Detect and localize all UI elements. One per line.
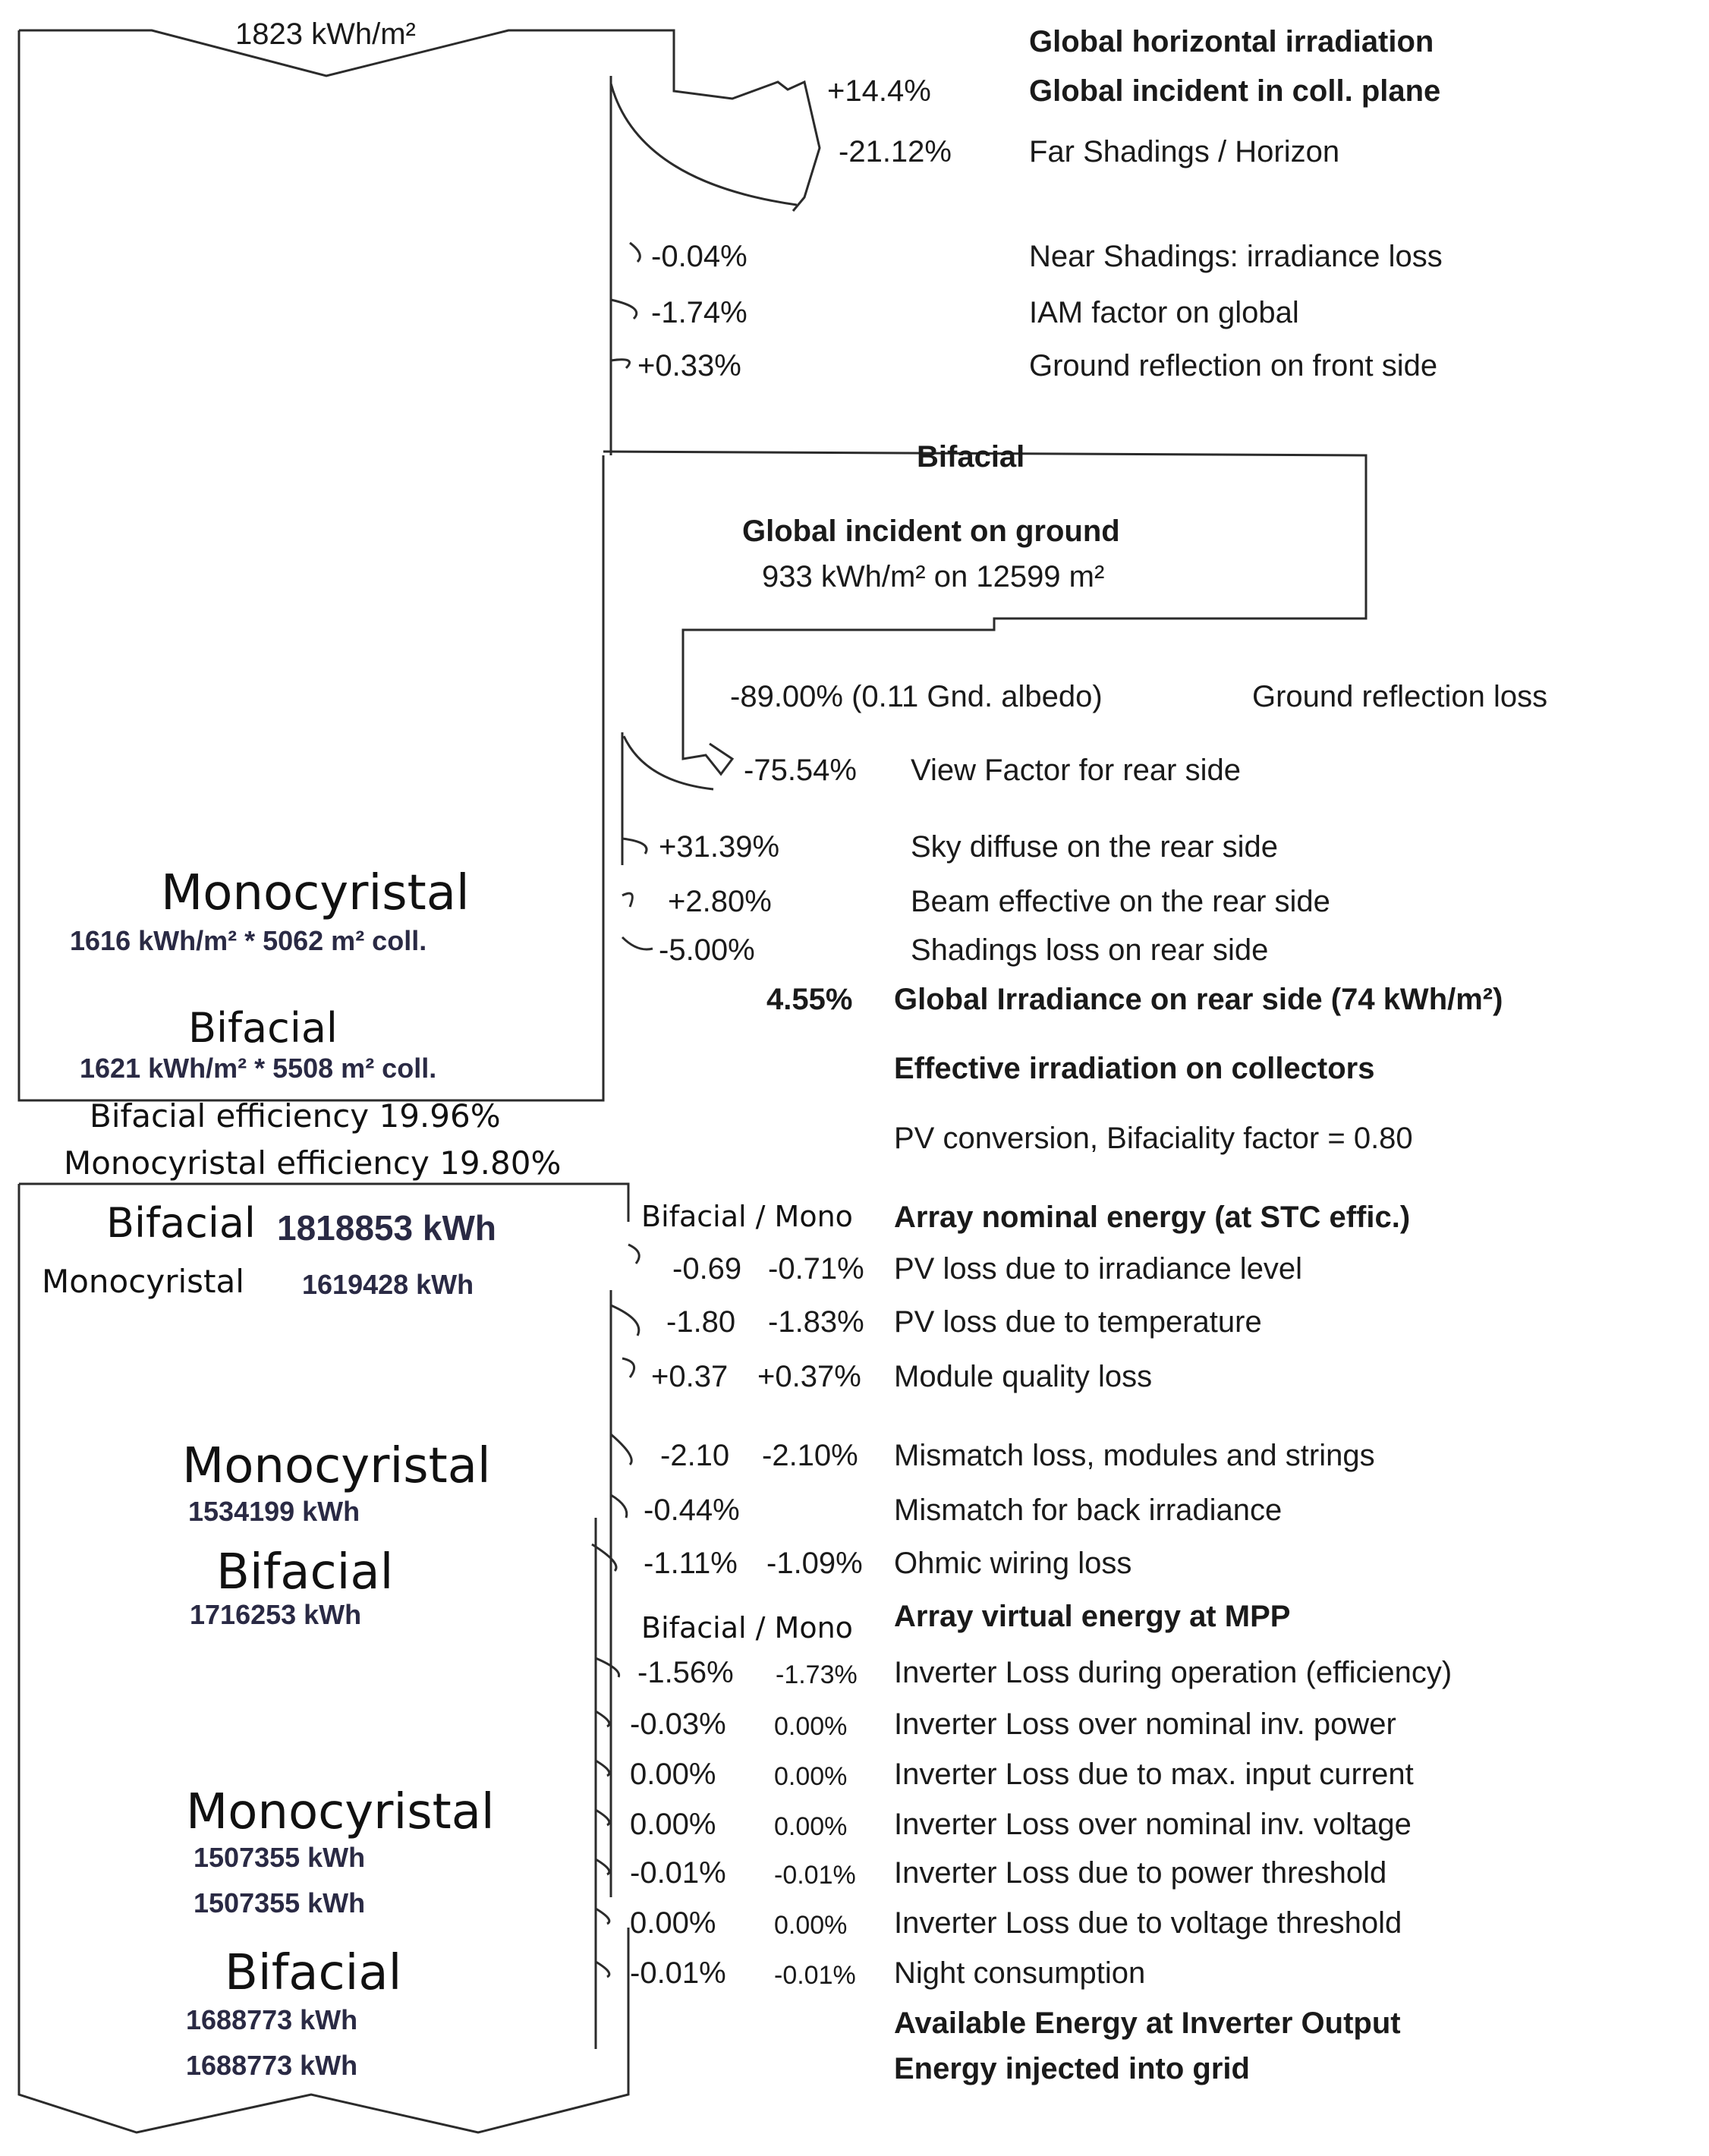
label-rear-global: Global Irradiance on rear side (74 kWh/m²) bbox=[894, 983, 1503, 1016]
pct-rear-global: 4.55% bbox=[766, 983, 853, 1016]
pct-night-mono: -0.01% bbox=[774, 1961, 856, 1990]
mono-title-4: Monocyristal bbox=[186, 1784, 495, 1840]
pct-ohmic-bifacial: -1.11% bbox=[644, 1547, 738, 1580]
pct-pv-temp-mono: -1.83% bbox=[768, 1305, 864, 1339]
gi-ground-value: 933 kWh/m² on 12599 m² bbox=[762, 560, 1105, 593]
lower-inner-line bbox=[596, 1290, 611, 2049]
pct-mismatch-back: -0.44% bbox=[644, 1493, 740, 1527]
label-ground-front: Ground reflection on front side bbox=[1029, 349, 1438, 382]
bifacial-virtual-energy: 1716253 kWh bbox=[190, 1599, 362, 1630]
label-inv-nom-power: Inverter Loss over nominal inv. power bbox=[894, 1707, 1396, 1741]
bifacial-title-4: Bifacial bbox=[225, 1945, 402, 2001]
label-inv-max-current: Inverter Loss due to max. input current bbox=[894, 1758, 1414, 1791]
far-shading-arc bbox=[611, 83, 797, 205]
top-irradiation-value: 1823 kWh/m² bbox=[235, 17, 416, 51]
mono-available-energy: 1507355 kWh bbox=[194, 1842, 366, 1873]
pct-inv-eff-bifacial: -1.56% bbox=[637, 1656, 734, 1689]
pct-near-shadings: -0.04% bbox=[651, 240, 747, 273]
bifacial-title-1: Bifacial bbox=[188, 1004, 338, 1052]
pct-view-factor: -75.54% bbox=[744, 754, 857, 787]
label-array-nominal: Array nominal energy (at STC effic.) bbox=[894, 1201, 1411, 1234]
pct-inv-max-current-bifacial: 0.00% bbox=[630, 1758, 716, 1791]
mono-collector: 1616 kWh/m² * 5062 m² coll. bbox=[70, 925, 427, 956]
ground-branch bbox=[603, 452, 1366, 774]
label-sky-diffuse: Sky diffuse on the rear side bbox=[911, 830, 1278, 864]
pct-mismatch-bifacial: -2.10 bbox=[660, 1439, 730, 1472]
label-inv-voltage-thr: Inverter Loss due to voltage threshold bbox=[894, 1906, 1402, 1940]
pct-inv-nom-power-bifacial: -0.03% bbox=[630, 1707, 726, 1741]
label-night: Night consumption bbox=[894, 1956, 1146, 1990]
label-near-shadings: Near Shadings: irradiance loss bbox=[1029, 240, 1443, 273]
bifacial-efficiency: Bifacial efficiency 19.96% bbox=[90, 1097, 501, 1135]
pct-pv-irr-mono: -0.71% bbox=[768, 1252, 864, 1286]
bifacial-grid-energy: 1688773 kWh bbox=[186, 2050, 358, 2081]
mono-efficiency: Monocyristal efficiency 19.80% bbox=[64, 1144, 562, 1182]
pct-iam: -1.74% bbox=[651, 296, 747, 329]
label-mismatch: Mismatch loss, modules and strings bbox=[894, 1439, 1375, 1472]
label-pv-loss-irr: PV loss due to irradiance level bbox=[894, 1252, 1303, 1286]
label-iam: IAM factor on global bbox=[1029, 296, 1299, 329]
label-gi-ground: Global incident on ground bbox=[742, 515, 1120, 548]
pct-module-bifacial: +0.37 bbox=[651, 1360, 729, 1393]
mono-grid-energy: 1507355 kWh bbox=[194, 1887, 366, 1918]
pct-ground-loss: -89.00% (0.11 Gnd. albedo) bbox=[730, 680, 1103, 713]
header-bifacial-mono-2: Bifacial / Mono bbox=[641, 1611, 853, 1645]
bifacial-collector: 1621 kWh/m² * 5508 m² coll. bbox=[80, 1053, 437, 1084]
label-pv-conversion: PV conversion, Bifaciality factor = 0.80 bbox=[894, 1122, 1413, 1155]
pct-sky-diffuse: +31.39% bbox=[659, 830, 780, 864]
label-shading-rear: Shadings loss on rear side bbox=[911, 933, 1269, 967]
pct-pv-irr-bifacial: -0.69 bbox=[672, 1252, 742, 1286]
pct-gi-plane: +14.4% bbox=[827, 74, 931, 108]
label-inv-nom-voltage: Inverter Loss over nominal inv. voltage bbox=[894, 1808, 1412, 1841]
label-beam-rear: Beam effective on the rear side bbox=[911, 885, 1330, 918]
label-ohmic: Ohmic wiring loss bbox=[894, 1547, 1132, 1580]
label-array-virtual: Array virtual energy at MPP bbox=[894, 1600, 1291, 1633]
label-inv-eff: Inverter Loss during operation (efficiency) bbox=[894, 1656, 1452, 1689]
mono-title-3: Monocyristal bbox=[182, 1438, 491, 1494]
pct-inv-power-thr-mono: -0.01% bbox=[774, 1861, 856, 1890]
pct-inv-voltage-thr-bifacial: 0.00% bbox=[630, 1906, 716, 1940]
pct-pv-temp-bifacial: -1.80 bbox=[666, 1305, 736, 1339]
bifacial-available-energy: 1688773 kWh bbox=[186, 2004, 358, 2035]
label-far-shadings: Far Shadings / Horizon bbox=[1029, 135, 1340, 168]
bifacial-branch-title: Bifacial bbox=[917, 440, 1025, 474]
mono-title-1: Monocyristal bbox=[161, 865, 470, 921]
bifacial-title-2: Bifacial bbox=[106, 1199, 256, 1247]
label-module-quality: Module quality loss bbox=[894, 1360, 1153, 1393]
bifacial-title-3: Bifacial bbox=[216, 1544, 394, 1600]
header-bifacial-mono-1: Bifacial / Mono bbox=[641, 1200, 853, 1233]
mono-title-2: Monocyristal bbox=[42, 1263, 244, 1300]
pct-inv-max-current-mono: 0.00% bbox=[774, 1762, 848, 1791]
bifacial-nominal-energy: 1818853 kWh bbox=[277, 1208, 496, 1248]
label-view-factor: View Factor for rear side bbox=[911, 754, 1241, 787]
label-inv-power-thr: Inverter Loss due to power threshold bbox=[894, 1856, 1387, 1890]
mono-nominal-energy: 1619428 kWh bbox=[302, 1269, 474, 1300]
label-ground-loss: Ground reflection loss bbox=[1252, 680, 1548, 713]
label-mismatch-back: Mismatch for back irradiance bbox=[894, 1493, 1283, 1527]
pct-inv-nom-voltage-mono: 0.00% bbox=[774, 1812, 848, 1841]
pct-ground-front: +0.33% bbox=[637, 349, 741, 382]
label-gi-plane: Global incident in coll. plane bbox=[1029, 74, 1441, 108]
label-injected: Energy injected into grid bbox=[894, 2052, 1250, 2085]
pct-night-bifacial: -0.01% bbox=[630, 1956, 726, 1990]
label-ghi: Global horizontal irradiation bbox=[1029, 25, 1434, 58]
pct-module-mono: +0.37% bbox=[757, 1360, 861, 1393]
label-pv-loss-temp: PV loss due to temperature bbox=[894, 1305, 1262, 1339]
pct-inv-eff-mono: -1.73% bbox=[776, 1660, 858, 1689]
pct-far-shadings: -21.12% bbox=[839, 135, 952, 168]
pct-inv-voltage-thr-mono: 0.00% bbox=[774, 1911, 848, 1940]
label-effective: Effective irradiation on collectors bbox=[894, 1052, 1375, 1085]
mono-virtual-energy: 1534199 kWh bbox=[188, 1496, 360, 1527]
pct-shading-rear: -5.00% bbox=[659, 933, 755, 967]
pct-inv-nom-power-mono: 0.00% bbox=[774, 1712, 848, 1741]
label-available: Available Energy at Inverter Output bbox=[894, 2006, 1401, 2040]
pct-beam-rear: +2.80% bbox=[668, 885, 772, 918]
pct-inv-nom-voltage-bifacial: 0.00% bbox=[630, 1808, 716, 1841]
pct-inv-power-thr-bifacial: -0.01% bbox=[630, 1856, 726, 1890]
pct-mismatch-mono: -2.10% bbox=[762, 1439, 858, 1472]
pct-ohmic-mono: -1.09% bbox=[766, 1547, 863, 1580]
